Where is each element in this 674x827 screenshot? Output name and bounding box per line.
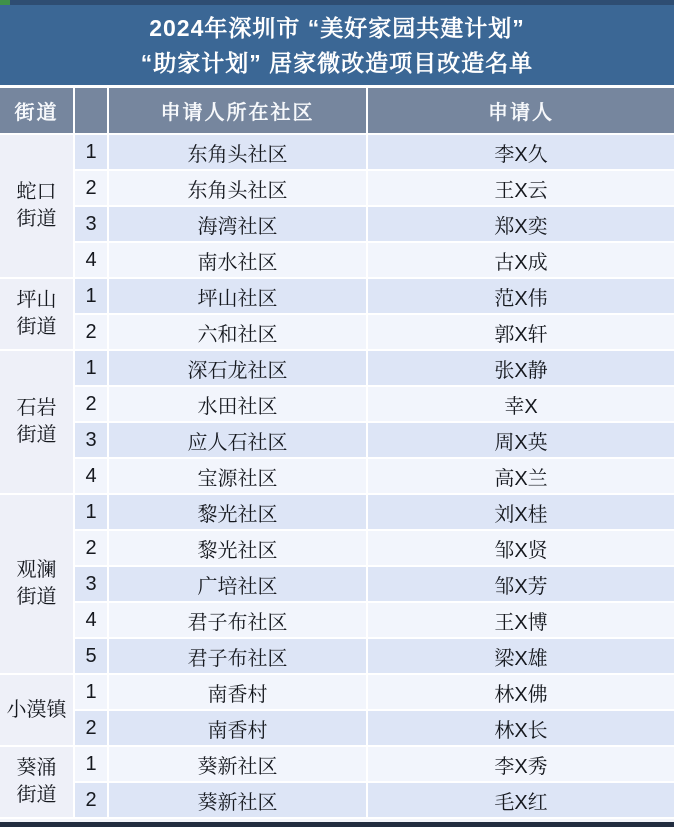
table-row bbox=[0, 423, 674, 459]
table-row bbox=[0, 243, 674, 279]
row-number-cell: 2 bbox=[75, 387, 109, 423]
row-number-cell: 2 bbox=[75, 171, 109, 207]
street-group-cell: 小漠镇 bbox=[0, 675, 75, 747]
row-number-cell: 1 bbox=[75, 495, 109, 531]
community-cell: 深石龙社区 bbox=[109, 351, 368, 387]
table-row bbox=[0, 639, 674, 675]
community-cell: 海湾社区 bbox=[109, 207, 368, 243]
street-group-cell: 石岩街道 bbox=[0, 351, 75, 495]
street-group-cell: 葵涌街道 bbox=[0, 747, 75, 819]
row-number-cell: 3 bbox=[75, 567, 109, 603]
street-group-cell: 坪山街道 bbox=[0, 279, 75, 351]
community-cell: 君子布社区 bbox=[109, 603, 368, 639]
community-cell: 黎光社区 bbox=[109, 495, 368, 531]
table-row bbox=[0, 675, 674, 711]
row-number-cell: 2 bbox=[75, 783, 109, 819]
table-row bbox=[0, 783, 674, 819]
applicant-cell: 刘X桂 bbox=[368, 495, 674, 531]
table-row bbox=[0, 747, 674, 783]
title-line-2: “助家计划” 居家微改造项目改造名单 bbox=[140, 49, 534, 76]
row-number-cell: 2 bbox=[75, 315, 109, 351]
title-line-1: 2024年深圳市 “美好家园共建计划” bbox=[149, 14, 525, 41]
row-number-cell: 2 bbox=[75, 531, 109, 567]
community-cell: 君子布社区 bbox=[109, 639, 368, 675]
applicant-cell: 邹X芳 bbox=[368, 567, 674, 603]
row-number-cell: 1 bbox=[75, 135, 109, 171]
row-number-cell: 2 bbox=[75, 711, 109, 747]
table-row bbox=[0, 531, 674, 567]
applicant-cell: 郑X奕 bbox=[368, 207, 674, 243]
applicant-cell: 李X久 bbox=[368, 135, 674, 171]
street-group-cell: 蛇口街道 bbox=[0, 135, 75, 279]
applicant-cell: 范X伟 bbox=[368, 279, 674, 315]
community-cell: 坪山社区 bbox=[109, 279, 368, 315]
row-number-cell: 4 bbox=[75, 459, 109, 495]
community-cell: 广培社区 bbox=[109, 567, 368, 603]
row-number-cell: 3 bbox=[75, 423, 109, 459]
table-header-row bbox=[0, 88, 674, 135]
table-row bbox=[0, 603, 674, 639]
row-number-cell: 4 bbox=[75, 603, 109, 639]
applicant-cell: 张X静 bbox=[368, 351, 674, 387]
row-number-cell: 1 bbox=[75, 747, 109, 783]
applicant-cell: 古X成 bbox=[368, 243, 674, 279]
page-title bbox=[0, 5, 674, 88]
corner-green-mark bbox=[0, 0, 10, 5]
row-number-cell: 5 bbox=[75, 639, 109, 675]
row-number-cell: 1 bbox=[75, 351, 109, 387]
applicant-cell: 邹X贤 bbox=[368, 531, 674, 567]
community-cell: 东角头社区 bbox=[109, 171, 368, 207]
applicant-cell: 梁X雄 bbox=[368, 639, 674, 675]
applicant-cell: 高X兰 bbox=[368, 459, 674, 495]
table-row bbox=[0, 387, 674, 423]
table-row bbox=[0, 135, 674, 171]
community-cell: 南水社区 bbox=[109, 243, 368, 279]
community-cell: 黎光社区 bbox=[109, 531, 368, 567]
table-row bbox=[0, 315, 674, 351]
table-row bbox=[0, 567, 674, 603]
applicant-cell: 周X英 bbox=[368, 423, 674, 459]
applicant-cell: 毛X红 bbox=[368, 783, 674, 819]
street-group-cell: 观澜街道 bbox=[0, 495, 75, 675]
community-cell: 葵新社区 bbox=[109, 783, 368, 819]
col-header-applicant: 申请人 bbox=[368, 88, 674, 135]
community-cell: 水田社区 bbox=[109, 387, 368, 423]
community-cell: 应人石社区 bbox=[109, 423, 368, 459]
renovation-list-table bbox=[0, 88, 674, 819]
applicant-cell: 郭X轩 bbox=[368, 315, 674, 351]
community-cell: 东角头社区 bbox=[109, 135, 368, 171]
community-cell: 南香村 bbox=[109, 675, 368, 711]
col-header-street: 街道 bbox=[0, 88, 75, 135]
table-row bbox=[0, 171, 674, 207]
table-row bbox=[0, 207, 674, 243]
row-number-cell: 1 bbox=[75, 675, 109, 711]
table-row bbox=[0, 711, 674, 747]
table-row bbox=[0, 351, 674, 387]
applicant-cell: 王X云 bbox=[368, 171, 674, 207]
row-number-cell: 1 bbox=[75, 279, 109, 315]
applicant-cell: 林X佛 bbox=[368, 675, 674, 711]
applicant-cell: 李X秀 bbox=[368, 747, 674, 783]
applicant-cell: 幸X bbox=[368, 387, 674, 423]
applicant-cell: 王X博 bbox=[368, 603, 674, 639]
top-edge-strip bbox=[0, 0, 674, 5]
table-row bbox=[0, 279, 674, 315]
applicant-cell: 林X长 bbox=[368, 711, 674, 747]
col-header-community: 申请人所在社区 bbox=[109, 88, 368, 135]
table-row bbox=[0, 459, 674, 495]
row-number-cell: 4 bbox=[75, 243, 109, 279]
community-cell: 葵新社区 bbox=[109, 747, 368, 783]
community-cell: 六和社区 bbox=[109, 315, 368, 351]
col-header-index bbox=[75, 88, 109, 135]
community-cell: 南香村 bbox=[109, 711, 368, 747]
community-cell: 宝源社区 bbox=[109, 459, 368, 495]
table-row bbox=[0, 495, 674, 531]
bottom-edge-strip bbox=[0, 822, 674, 827]
row-number-cell: 3 bbox=[75, 207, 109, 243]
